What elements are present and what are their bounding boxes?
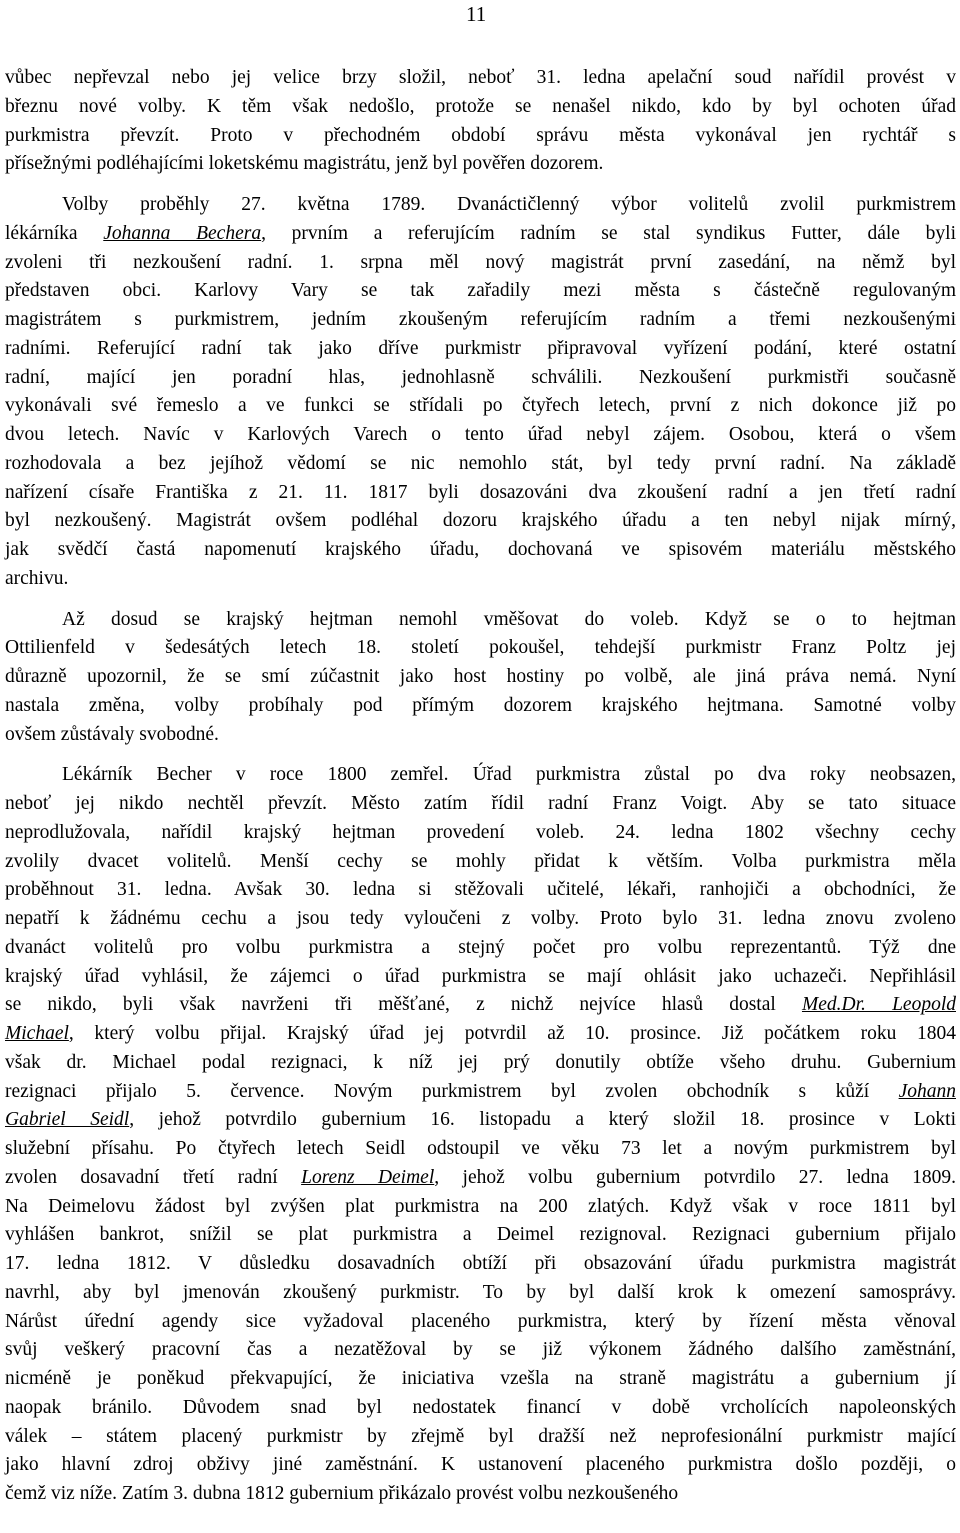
- text-line: archivu.: [5, 567, 69, 589]
- text-line: zvolily dvacet volitelů. Menší cechy se mohly přidat k větším. Volba purkmistra měla: [5, 850, 956, 872]
- person-name: Lorenz Deimel: [301, 1166, 435, 1188]
- text-line: nicméně je poněkud překvapující, že iniciativa vzešla na straně magistrátu a gubernium jí: [5, 1368, 956, 1389]
- text-line: nařízení císaře Františka z 21. 11. 1817 byli dosazováni dva zkoušení radní a jen třetí radní: [5, 481, 956, 503]
- text-line: Nárůst úřední agendy sice vyžadoval placeného purkmistra, který by řízení města věnoval: [5, 1310, 956, 1332]
- text-line: představen obci. Karlovy Vary se tak zařadily mezi města s částečně regulovaným: [5, 280, 956, 302]
- text-line: byl nezkoušený. Magistrát ovšem podléhal dozoru krajského úřadu a ten nebyl nijak mírný,: [5, 510, 956, 532]
- text-line: jak svědčí častá napomenutí krajského úřadu, dochovaná ve spisovém materiálu městského: [5, 539, 956, 560]
- text-line: Volby proběhly 27. května 1789. Dvanáctičlenný výbor volitelů zvolil purkmistrem: [62, 194, 956, 215]
- text-line: čemž viz níže. Zatím 3. dubna 1812 gubernium přikázalo provést volbu nezkoušeného: [5, 1483, 679, 1504]
- person-name: Med.Dr. Leopold: [801, 994, 956, 1016]
- text-line: Až dosud se krajský hejtman nemohl vměšovat do voleb. Když se o to hejtman: [62, 608, 956, 630]
- text-line: Na Deimelovu žádost byl zvýšen plat purkmistra na 200 zlatých. Když však v roce 1811 byl: [5, 1195, 956, 1217]
- paragraph: [5, 606, 956, 750]
- text-line: radní, mající jen poradní hlas, jednohlasně schválili. Nezkoušení purkmistři současně: [5, 366, 956, 388]
- text-line: magistrátem s purkmistrem, jedním zkoušeným referujícím radním a třemi nezkoušenými: [5, 309, 956, 330]
- text-line: svůj veškerý pracovní čas a nezatěžoval by se již výkonem žádného dalšího zaměstnání,: [5, 1339, 956, 1361]
- text-line: dvou letech. Navíc v Karlových Varech o tento úřad nebyl zájem. Osobou, která o všem: [5, 424, 956, 445]
- paragraph-gap: [5, 749, 956, 761]
- text-line: rozhodovala a bez jejíhož vědomí se nic nemohlo stát, byl tedy první radní. Na základě: [5, 452, 956, 474]
- text-line: vyhlášen bankrot, snížil se plat purkmistra a Deimel rezignoval. Rezignaci gubernium přijalo: [5, 1224, 956, 1246]
- person-name: Johanna Bechera: [103, 222, 262, 244]
- person-name: Johann: [898, 1080, 956, 1102]
- text-line: 17. ledna 1812. V důsledku dosavadních obtíží při obsazování úřadu purkmistra magistrát: [5, 1253, 956, 1274]
- text-line: radními. Referující radní tak jako dříve purkmistr připravoval vyřízení podání, které ostatní: [5, 337, 956, 359]
- text-line: zvolen dosavadní třetí radní Lorenz Deimel, jehož volbu gubernium potvrdilo 27. ledna 1809.: [5, 1166, 957, 1188]
- text-line: důrazně upozornil, že se smí zúčastnit jako host hostiny po volbě, ale jiná práva nemá. Nyní: [5, 666, 956, 687]
- person-name: Michael: [5, 1023, 69, 1044]
- text-line: Michael, který volbu přijal. Krajský úřad jej potvrdil až 10. prosince. Již počátkem roku 1804: [5, 1023, 956, 1044]
- text-line: rezignaci přijalo 5. července. Novým purkmistrem byl zvolen obchodník s kůží Johann: [5, 1080, 956, 1102]
- text-line: proběhnout 31. ledna. Avšak 30. ledna si stěžovali učitelé, lékaři, ranhojiči a obchodníci, že: [5, 879, 956, 901]
- text-line: se nikdo, byli však navrženi tři měšťané, z nichž nejvíce hlasů dostal Med.Dr. Leopold: [5, 994, 956, 1016]
- text-line: neprodlužovala, nařídil krajský hejtman provedení voleb. 24. ledna 1802 všechny cechy: [5, 821, 956, 843]
- paragraph-gap: [5, 179, 956, 191]
- text-line: Lékárník Becher v roce 1800 zemřel. Úřad purkmistra zůstal po dva roky neobsazen,: [62, 764, 956, 786]
- text-line: nastala změna, volby probíhaly pod přímým dozorem krajského hejtmana. Samotné volby: [5, 694, 956, 716]
- paragraph-gap: [5, 594, 956, 606]
- text-line: lékárníka Johanna Bechera, prvním a referujícím radním se stal syndikus Futter, dále byli: [5, 222, 956, 244]
- text-line: jako hlavní zdroj obživy jiné zaměstnání. K ustanovení placeného purkmistra došlo později, o: [5, 1454, 956, 1476]
- text-line: ovšem zůstávaly svobodné.: [5, 723, 219, 745]
- person-name: Gabriel Seidl: [5, 1109, 130, 1131]
- text-line: válek – státem placený purkmistr by zřejmě byl dražší než neprofesionální purkmistr mající: [5, 1425, 956, 1447]
- text-line: navrhl, aby byl jmenován zkoušený purkmistr. To by byl další krok k omezení samosprávy.: [5, 1281, 956, 1303]
- text-line: purkmistra převzít. Proto v přechodném období správu města vykonával jen rychtář s: [5, 124, 956, 146]
- paragraph: [5, 64, 956, 179]
- text-line: služební přísahu. Po čtyřech letech Seidl odstoupil ve věku 73 let a novým purkmistrem byl: [5, 1138, 956, 1159]
- text-line: zvoleni tři nezkoušení radní. 1. srpna měl nový magistrát první zasedání, na němž byl: [5, 251, 956, 273]
- text-line: Gabriel Seidl, jehož potvrdilo gubernium 16. listopadu a který složil 18. prosince v Lokti: [5, 1109, 957, 1131]
- text-line: však dr. Michael podal rezignaci, k níž jej prý donutily obtíže všeho druhu. Gubernium: [5, 1051, 956, 1073]
- text-line: dvanáct volitelů pro volbu purkmistra a stejný počet pro volbu reprezentantů. Týž dne: [5, 936, 956, 958]
- text-line: naopak bránilo. Důvodem snad byl nedostatek financí v době vrcholících napoleonských: [5, 1396, 956, 1418]
- text-line: krajský úřad vyhlásil, že zájemci o úřad purkmistra se mají ohlásit jako uchazeči. Nepřihlásil: [5, 965, 956, 987]
- document-body: [5, 64, 956, 1509]
- text-line: vykonávali své řemeslo a ve funkci se střídali po čtyřech letech, první z nich dokonce již po: [5, 395, 956, 417]
- text-line: nepatří k žádnému cechu a jsou tedy vyloučeni z volby. Proto bylo 31. ledna znovu zvoleno: [5, 908, 956, 929]
- paragraph: [5, 191, 956, 594]
- page-number: 11: [466, 2, 487, 26]
- text-line: březnu nové volby. K těm však nedošlo, protože se nenašel nikdo, kdo by byl ochoten úřad: [5, 95, 956, 117]
- text-line: přísežnými podléhajícími loketskému magistrátu, jenž byl pověřen dozorem.: [5, 153, 604, 175]
- text-line: neboť jej nikdo nechtěl převzít. Město zatím řídil radní Franz Voigt. Aby se tato situace: [5, 793, 956, 814]
- text-line: Ottilienfeld v šedesátých letech 18. století pokoušel, tehdejší purkmistr Franz Poltz jej: [5, 637, 956, 659]
- paragraph: [5, 761, 956, 1509]
- text-line: vůbec nepřevzal nebo jej velice brzy složil, neboť 31. ledna apelační soud nařídil provést v: [5, 67, 956, 88]
